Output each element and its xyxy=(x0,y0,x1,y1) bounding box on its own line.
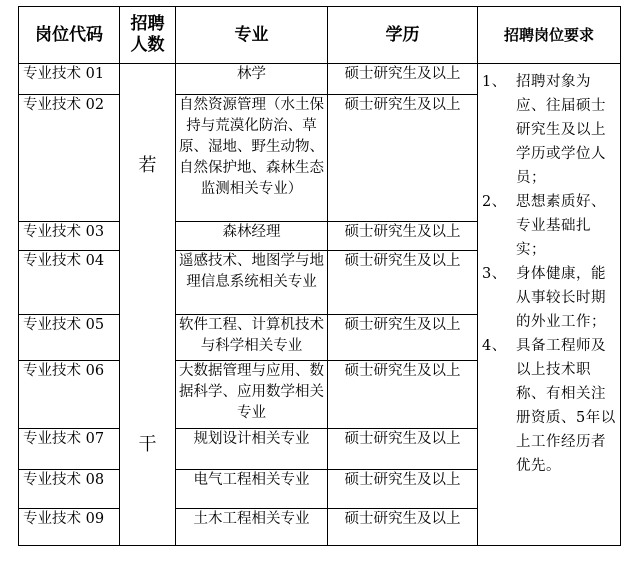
row-major: 规划设计相关专业 xyxy=(176,429,328,470)
row-major: 软件工程、计算机技术与科学相关专业 xyxy=(176,315,328,361)
requirement-item: 1、 招聘对象为应、往届硕士研究生及以上学历或学位人员； xyxy=(482,74,606,186)
row-code: 专业技术 06 xyxy=(19,361,120,429)
requirement-item: 3、 身体健康，能从事较长时期的外业工作； xyxy=(482,266,606,330)
row-major: 土木工程相关专业 xyxy=(176,509,328,546)
row-education: 硕士研究生及以上 xyxy=(328,361,478,429)
recruitment-table xyxy=(18,6,621,546)
row-major: 大数据管理与应用、数据科学、应用数学相关专业 xyxy=(176,361,328,429)
row-education: 硕士研究生及以上 xyxy=(328,509,478,546)
row-code: 专业技术 03 xyxy=(19,222,120,251)
row-code: 专业技术 02 xyxy=(19,95,120,222)
requirement-item: 2、 思想素质好、专业基础扎实； xyxy=(482,194,606,258)
row-major: 自然资源管理（水土保持与荒漠化防治、草原、湿地、野生动物、自然保护地、森林生态监测相关专业） xyxy=(176,95,328,222)
row-code: 专业技术 01 xyxy=(19,64,120,95)
row-code: 专业技术 04 xyxy=(19,251,120,315)
row-education: 硕士研究生及以上 xyxy=(328,251,478,315)
header-count: 招聘人数 xyxy=(120,7,176,64)
row-code: 专业技术 08 xyxy=(19,470,120,509)
header-major: 专业 xyxy=(176,7,328,64)
count-char: 若 xyxy=(138,154,157,176)
header-code: 岗位代码 xyxy=(19,7,120,64)
count-cell xyxy=(120,64,176,546)
row-major: 林学 xyxy=(176,64,328,95)
row-education: 硕士研究生及以上 xyxy=(328,95,478,222)
row-education: 硕士研究生及以上 xyxy=(328,315,478,361)
row-code: 专业技术 05 xyxy=(19,315,120,361)
row-code: 专业技术 07 xyxy=(19,429,120,470)
requirements-cell xyxy=(478,64,621,546)
row-code: 专业技术 09 xyxy=(19,509,120,546)
header-row xyxy=(19,7,621,64)
header-education: 学历 xyxy=(328,7,478,64)
header-requirements: 招聘岗位要求 xyxy=(478,7,621,64)
row-education: 硕士研究生及以上 xyxy=(328,470,478,509)
count-char: 干 xyxy=(138,433,157,455)
table-row xyxy=(19,64,621,95)
requirement-item: 4、 具备工程师及以上技术职称、有相关注册资质、5年以上工作经历者优先。 xyxy=(482,338,616,474)
row-major: 森林经理 xyxy=(176,222,328,251)
row-major: 遥感技术、地图学与地理信息系统相关专业 xyxy=(176,251,328,315)
row-education: 硕士研究生及以上 xyxy=(328,222,478,251)
row-education: 硕士研究生及以上 xyxy=(328,429,478,470)
row-major: 电气工程相关专业 xyxy=(176,470,328,509)
row-education: 硕士研究生及以上 xyxy=(328,64,478,95)
